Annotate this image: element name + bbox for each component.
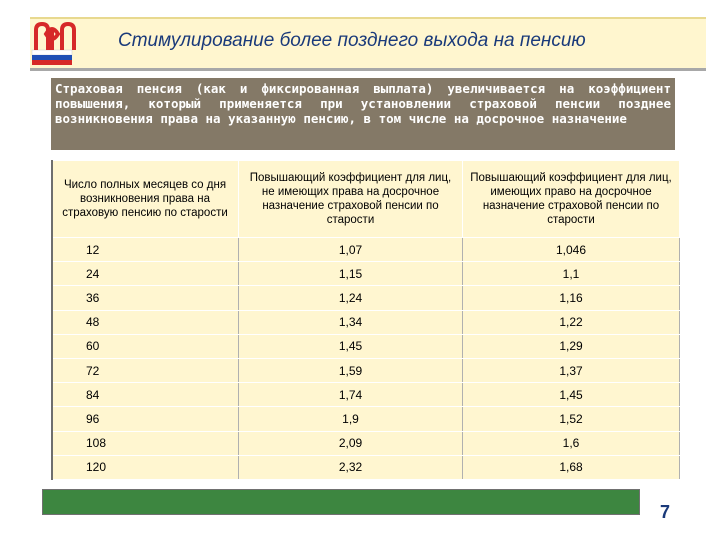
table-row	[52, 455, 680, 479]
coef-early-cell: 1,37	[463, 358, 680, 382]
header-months: Число полных месяцев со дня возникновения права на страховую пенсию по старости	[52, 161, 239, 238]
months-cell: 24	[52, 262, 239, 286]
months-cell: 12	[52, 238, 239, 262]
coef-regular-cell: 1,34	[239, 310, 463, 334]
footer-bar	[42, 489, 640, 515]
table-row	[52, 358, 680, 382]
coef-early-cell: 1,29	[463, 334, 680, 358]
page-title: Стимулирование более позднего выхода на пенсию	[118, 30, 586, 51]
header-coef-regular: Повышающий коэффициент для лиц, не имеющих права на досрочное назначение страховой пенсии по старости	[239, 161, 463, 238]
lead-text: Страховая пенсия (как и фиксированная выплата) увеличивается на коэффициент повышения, который применяется при установлении страховой пенсии позднее возникновения права на указанную пенсию, в том числе на досрочное назначение	[51, 78, 675, 150]
table-row	[52, 262, 680, 286]
coef-early-cell: 1,1	[463, 262, 680, 286]
coef-early-cell: 1,16	[463, 286, 680, 310]
header-coef-early: Повышающий коэффициент для лиц, имеющих право на досрочное назначение страховой пенсии по старости	[463, 161, 680, 238]
coef-early-cell: 1,6	[463, 431, 680, 455]
coef-regular-cell: 1,45	[239, 334, 463, 358]
months-cell: 36	[52, 286, 239, 310]
page-number: 7	[660, 502, 671, 522]
coef-early-cell: 1,68	[463, 455, 680, 479]
coef-regular-cell: 2,32	[239, 455, 463, 479]
coefficient-table	[51, 160, 680, 480]
coef-early-cell: 1,45	[463, 383, 680, 407]
coef-early-cell: 1,52	[463, 407, 680, 431]
coef-regular-cell: 1,9	[239, 407, 463, 431]
coef-regular-cell: 1,07	[239, 238, 463, 262]
months-cell: 96	[52, 407, 239, 431]
months-cell: 60	[52, 334, 239, 358]
table-row	[52, 310, 680, 334]
coef-regular-cell: 1,59	[239, 358, 463, 382]
table-row	[52, 431, 680, 455]
table-row	[52, 238, 680, 262]
months-cell: 108	[52, 431, 239, 455]
coef-early-cell: 1,046	[463, 238, 680, 262]
months-cell: 48	[52, 310, 239, 334]
months-cell: 72	[52, 358, 239, 382]
table-row	[52, 334, 680, 358]
months-cell: 120	[52, 455, 239, 479]
coef-early-cell: 1,22	[463, 310, 680, 334]
table-row	[52, 407, 680, 431]
table-header-row	[52, 161, 680, 238]
coef-regular-cell: 1,15	[239, 262, 463, 286]
table-row	[52, 383, 680, 407]
coef-regular-cell: 1,74	[239, 383, 463, 407]
coef-regular-cell: 2,09	[239, 431, 463, 455]
pfr-logo-icon	[30, 20, 90, 68]
table-row	[52, 286, 680, 310]
coef-regular-cell: 1,24	[239, 286, 463, 310]
months-cell: 84	[52, 383, 239, 407]
